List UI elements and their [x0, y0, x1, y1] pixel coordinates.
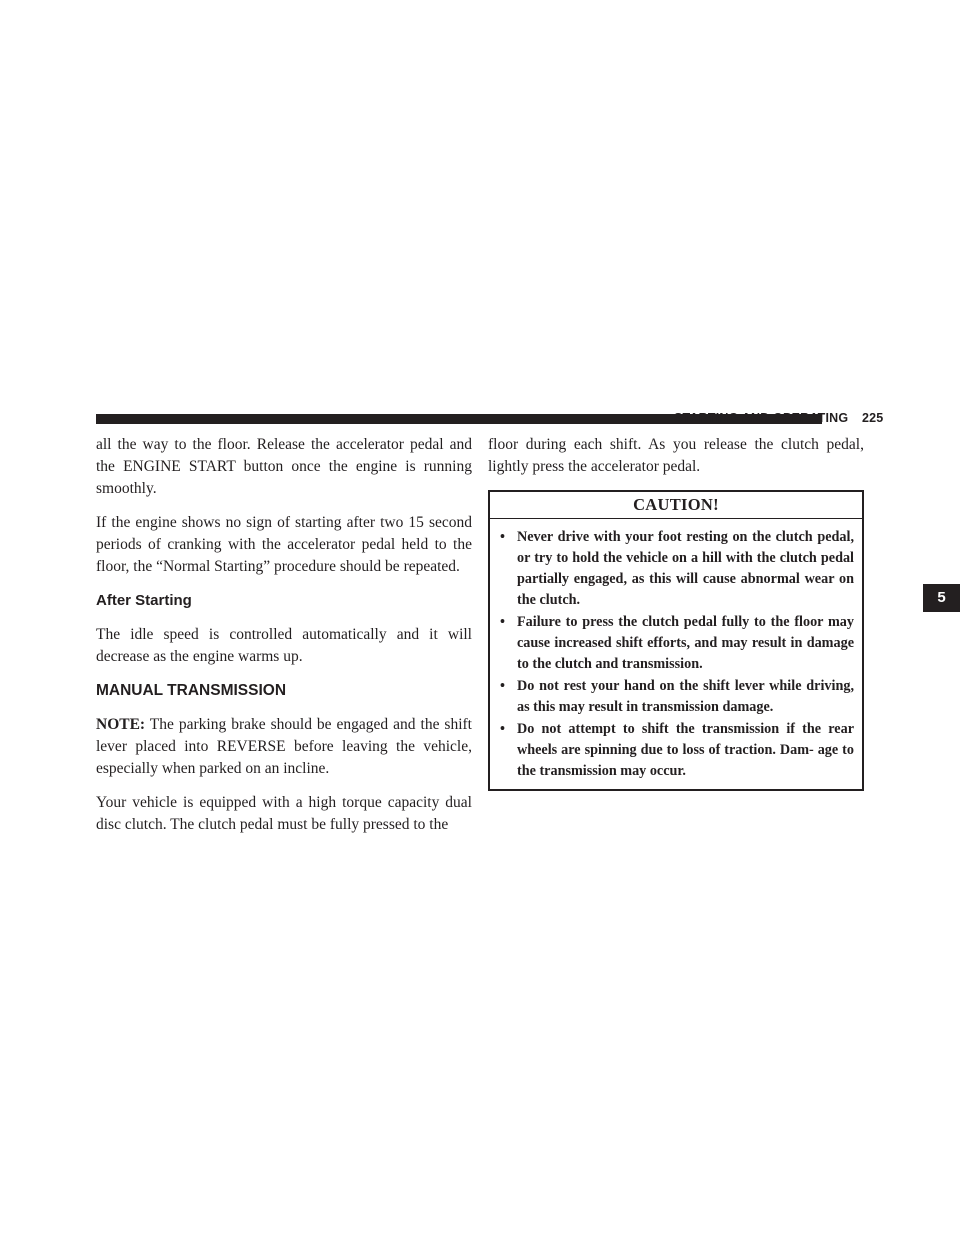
paragraph: Your vehicle is equipped with a high torque capacity dual disc clutch. The clutch pedal must be fully pressed to the: [96, 794, 472, 833]
caution-item-text: Failure to press the clutch pedal fully to the floor may cause increased shift efforts, and may result in damage to the clutch and transmission.: [517, 614, 854, 672]
note-text: The parking brake should be engaged and the shift lever placed into REVERSE before leaving the vehicle, especially when parked on an incline.: [96, 716, 472, 777]
caution-item-text: Never drive with your foot resting on the clutch pedal, or try to hold the vehicle on a hill with the clutch pedal partially engaged, as this will cause abnormal wear on the clutch.: [517, 529, 854, 608]
bullet: •: [500, 721, 505, 737]
subheading-after-starting: After Starting: [96, 592, 192, 609]
caution-item-text: Do not rest your hand on the shift lever while driving, as this may result in transmission damage.: [517, 678, 854, 715]
caution-list: [490, 519, 862, 789]
caution-item: [498, 719, 854, 782]
caution-title: CAUTION!: [490, 492, 862, 519]
paragraph: If the engine shows no sign of starting after two 15 second periods of cranking with the accelerator pedal held to the floor, the “Normal Starting” procedure should be repeated.: [96, 514, 472, 575]
heading-manual-transmission: MANUAL TRANSMISSION: [96, 682, 287, 699]
section-title-text: STARTING AND OPERATING: [674, 411, 849, 425]
caution-item: [498, 676, 854, 718]
page-number: 225: [862, 411, 884, 425]
chapter-tab: 5: [923, 584, 960, 612]
left-column: [96, 434, 472, 848]
right-column: [488, 434, 864, 791]
paragraph: The idle speed is controlled automatically and it will decrease as the engine warms up.: [96, 626, 472, 665]
bullet: •: [500, 529, 505, 545]
note-label: NOTE:: [96, 716, 146, 733]
note-paragraph: [96, 714, 472, 780]
paragraph: all the way to the floor. Release the accelerator pedal and the ENGINE START button once the engine is running smoothly.: [96, 436, 472, 497]
caution-item-text: Do not attempt to shift the transmission if the rear wheels are spinning due to loss of traction. Dam- age to the transmission may occur.: [517, 721, 854, 779]
caution-item: [498, 527, 854, 611]
caution-item: [498, 612, 854, 675]
paragraph: floor during each shift. As you release the clutch pedal, lightly press the accelerator pedal.: [488, 436, 864, 475]
bullet: •: [500, 678, 505, 694]
section-title: [674, 411, 883, 425]
caution-box: [488, 490, 864, 791]
bullet: •: [500, 614, 505, 630]
